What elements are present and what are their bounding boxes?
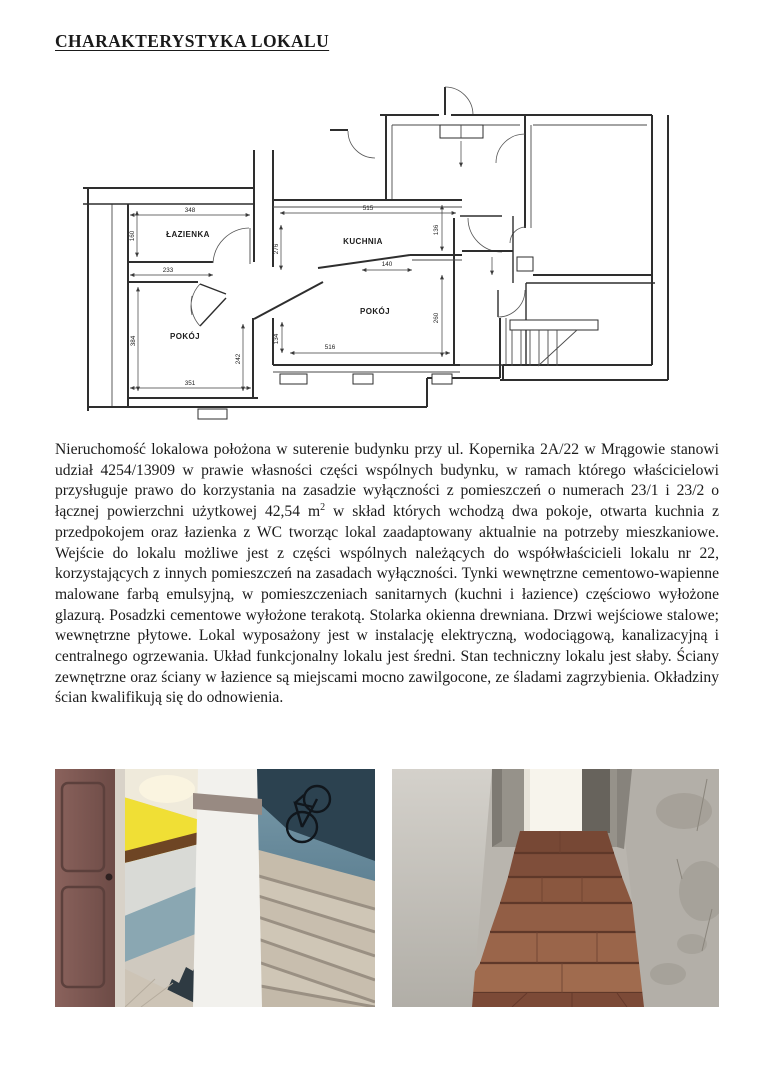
dim-260: 260 [433,312,440,324]
paragraph-part-1: Nieruchomość lokalowa położona w suterenie budynku przy ul. Kopernika 2A/22 w Mrągowie stanowi udział 4254/13909 w prawie własności części wspólnych budynku, w ramach którego właścicielowi przysługuje prawo do korzystania na zasadzie wyłączności z pomieszczeń o numerach 23/1 i 23/2 o łącznej powierzchni użytkowej 42,54 m [55,441,719,521]
room-label-room-right: POKÓJ [359,307,391,316]
photo2-window [530,769,582,835]
dim-384: 384 [130,335,137,347]
dim-242: 242 [235,353,242,365]
stairs-risers [512,330,557,366]
diagonal-wall-1 [254,282,323,319]
hall-door-arc [496,134,525,163]
square-meter-superscript: 2 [320,501,326,513]
dim-140: 140 [381,261,393,268]
closet-door-arc [468,218,502,252]
dim-136: 136 [433,224,440,236]
photo2-dark-band [582,769,610,833]
double-door-arcs [191,284,200,326]
window-center-1 [280,374,307,384]
floor-plan [80,85,680,430]
entrance-door-arc [445,87,473,115]
closet-box [517,257,533,271]
double-door-leaves [200,284,226,326]
dim-516: 516 [324,344,336,351]
page-title: CHARAKTERYSTYKA LOKALU [55,31,330,51]
photo2-window-edge [492,769,502,847]
dim-515: 515 [362,205,374,212]
stairs-landing [510,320,598,330]
window-center-3 [432,374,452,384]
window-center-2 [353,374,373,384]
dim-160: 160 [129,230,136,242]
dim-134: 134 [273,333,280,345]
dim-276: 276 [273,243,280,255]
entrance-threshold [440,125,483,138]
dim-348: 348 [184,207,196,214]
window-room-left [198,409,227,419]
paragraph-part-2: w skład których wchodzą dwa pokoje, otwarta kuchnia z przedpokojem oraz łazienka z WC tworząc lokal zaadaptowany aktualnie na potrzeby mieszkaniowe. Wejście do lokalu możliwe jest z części wspólnych należących do współwłaścicieli lokalu nr 22, korzystających z innych pomieszczeń na zasadach wyłączności. Tynki wewnętrzne cementowo-wapienne malowane farbą emulsyjną, w pomieszczeniach sanitarnych (kuchni i łazience) częściowo wyłożone glazurą. Posadzki cementowe wyłożone terakotą. Stolarka okienna drewniana. Drzwi wejściowe stalowe; wewnętrzne płytowe. Lokal wyposażony jest w instalację elektryczną, wodociągową, kanalizacyjną i centralnego ogrzewania. Układ funkcjonalny lokalu jest średni. Stan techniczny lokalu jest słaby. Ściany zewnętrzne oraz ściany w łazience są miejscami mocno zawilgocone, ze śladami zagrzybienia. Okładziny ścian kwalifikują się do odnowienia. [55,503,719,707]
photo-brown-stairs [392,769,719,1007]
dim-351: 351 [184,380,196,387]
room-label-bathroom: ŁAZIENKA [166,230,210,239]
photo1-door-handle [106,874,113,881]
bathroom-door-arc [213,228,249,263]
stairs-diagonal [538,330,577,366]
dim-233: 233 [162,267,174,274]
photo1-door-frame [115,769,125,1007]
room-label-room-left: POKÓJ [169,332,201,341]
photo-stairwell-door [55,769,375,1007]
floor-plan-drawing [80,85,680,430]
room-label-kitchen: KUCHNIA [343,237,383,246]
stairs-door-arc [498,290,525,317]
wall-bottom-right [500,365,668,380]
description-paragraph [55,440,719,709]
photo-row [55,769,719,1007]
neighbor-door-arc [348,131,375,158]
photo1-ceiling-light [139,775,195,803]
